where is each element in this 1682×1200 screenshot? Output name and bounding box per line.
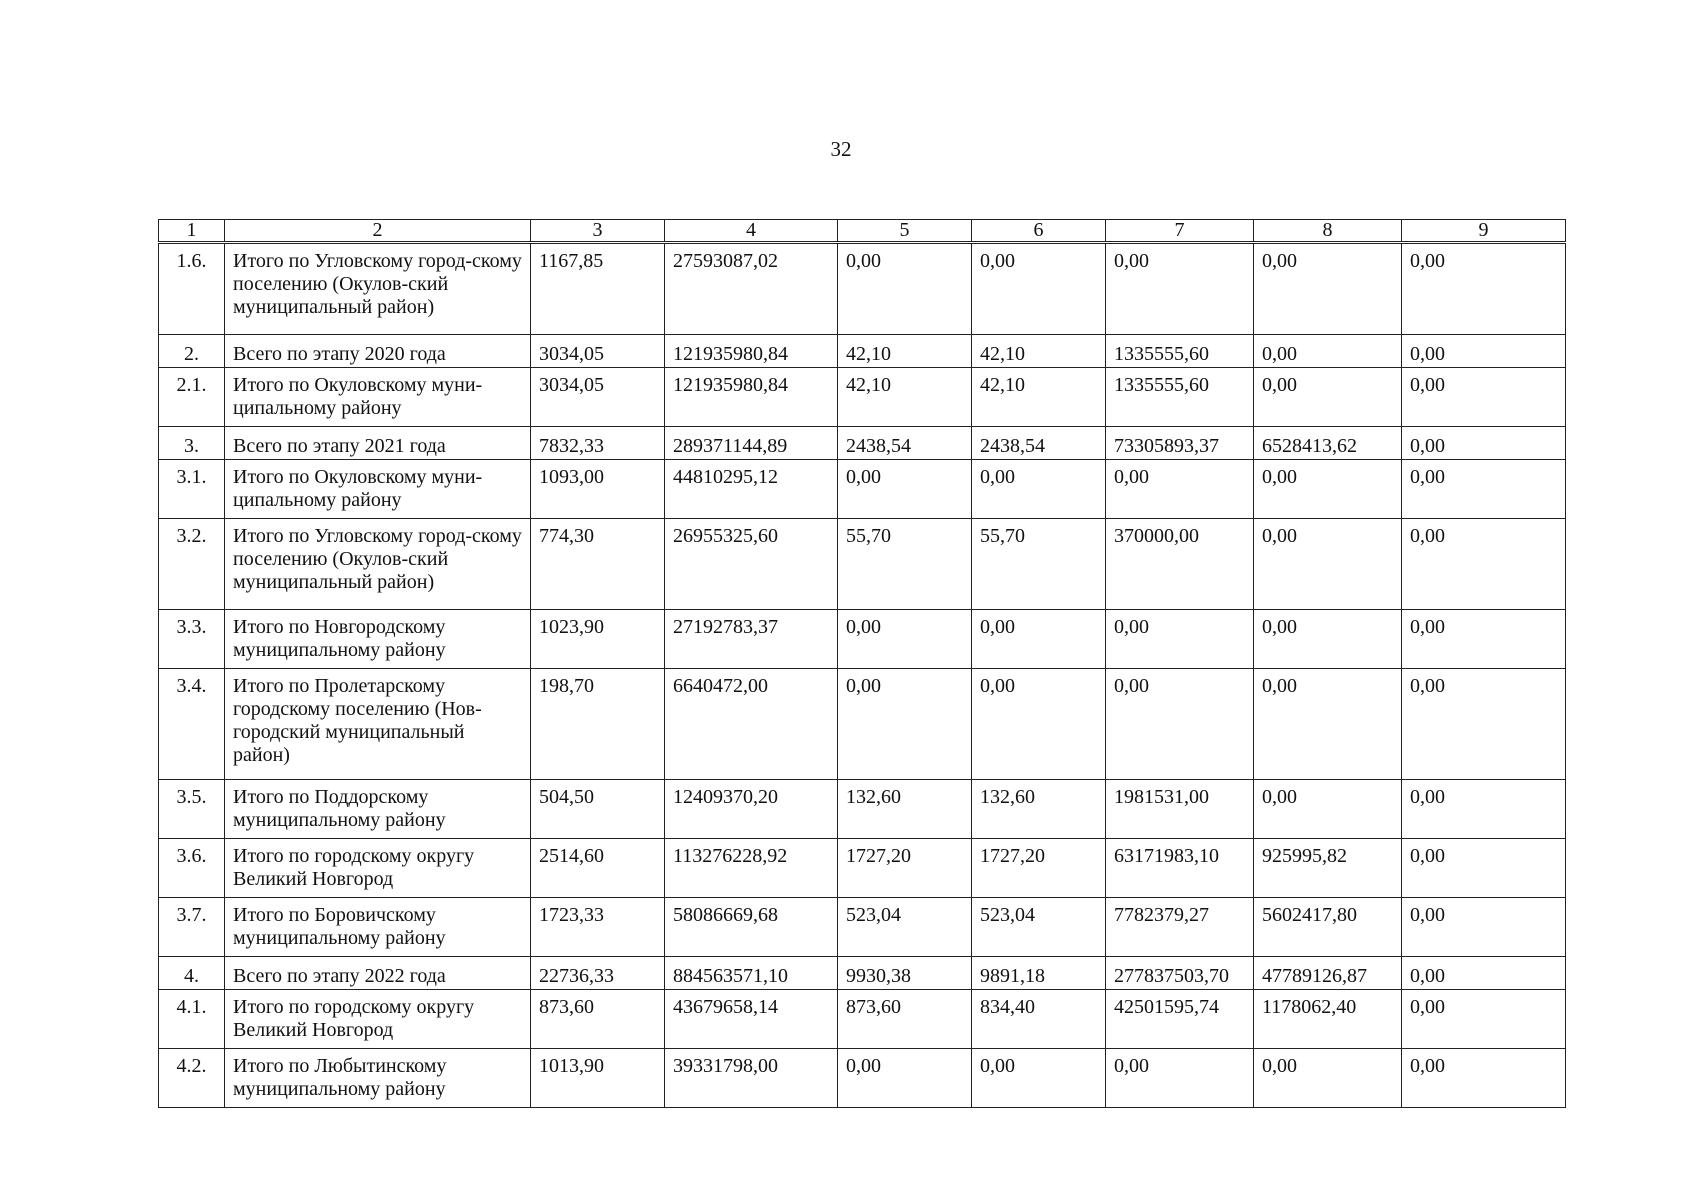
table-row: [159, 427, 1566, 460]
row-number-cell: 3.6.: [159, 839, 225, 898]
table-row: [159, 335, 1566, 368]
column-header: 6: [972, 220, 1106, 243]
value-cell-col-4: 884563571,10: [665, 957, 838, 990]
value-cell-col-4: 58086669,68: [665, 898, 838, 957]
value-cell-col-7: 0,00: [1106, 610, 1254, 669]
value-cell-col-8: 0,00: [1254, 368, 1402, 427]
value-cell-col-3: 504,50: [531, 780, 665, 839]
column-header: 3: [531, 220, 665, 243]
value-cell-col-8: 5602417,80: [1254, 898, 1402, 957]
value-cell-col-9: 0,00: [1402, 610, 1566, 669]
row-number-cell: 3.3.: [159, 610, 225, 669]
column-header: 8: [1254, 220, 1402, 243]
row-name-cell: Итого по Окуловскому муни-ципальному району: [225, 368, 531, 427]
value-cell-col-3: 3034,05: [531, 368, 665, 427]
table-row: [159, 898, 1566, 957]
value-cell-col-6: 9891,18: [972, 957, 1106, 990]
value-cell-col-4: 6640472,00: [665, 669, 838, 780]
row-number-cell: 3.5.: [159, 780, 225, 839]
table-row: [159, 519, 1566, 610]
value-cell-col-3: 3034,05: [531, 335, 665, 368]
value-cell-col-5: 55,70: [838, 519, 972, 610]
value-cell-col-6: 132,60: [972, 780, 1106, 839]
table-body: [159, 243, 1566, 1108]
table-row: [159, 957, 1566, 990]
value-cell-col-9: 0,00: [1402, 1049, 1566, 1108]
column-header: 2: [225, 220, 531, 243]
value-cell-col-7: 73305893,37: [1106, 427, 1254, 460]
row-number-cell: 4.2.: [159, 1049, 225, 1108]
value-cell-col-9: 0,00: [1402, 427, 1566, 460]
value-cell-col-5: 2438,54: [838, 427, 972, 460]
value-cell-col-3: 1013,90: [531, 1049, 665, 1108]
table-row: [159, 780, 1566, 839]
value-cell-col-8: 0,00: [1254, 460, 1402, 519]
row-number-cell: 3.7.: [159, 898, 225, 957]
value-cell-col-6: 523,04: [972, 898, 1106, 957]
page-number: 32: [830, 137, 852, 161]
row-number-cell: 3.2.: [159, 519, 225, 610]
value-cell-col-6: 0,00: [972, 610, 1106, 669]
value-cell-col-4: 27192783,37: [665, 610, 838, 669]
table-row: [159, 368, 1566, 427]
value-cell-col-8: 0,00: [1254, 519, 1402, 610]
value-cell-col-9: 0,00: [1402, 898, 1566, 957]
value-cell-col-4: 121935980,84: [665, 368, 838, 427]
value-cell-col-6: 0,00: [972, 1049, 1106, 1108]
value-cell-col-3: 2514,60: [531, 839, 665, 898]
row-name-cell: Итого по Боровичскому муниципальному району: [225, 898, 531, 957]
value-cell-col-9: 0,00: [1402, 780, 1566, 839]
row-number-cell: 4.: [159, 957, 225, 990]
row-name-cell: Итого по Угловскому город-скому поселению (Окулов-ский муниципальный район): [225, 519, 531, 610]
value-cell-col-8: 6528413,62: [1254, 427, 1402, 460]
value-cell-col-3: 1023,90: [531, 610, 665, 669]
value-cell-col-4: 43679658,14: [665, 990, 838, 1049]
value-cell-col-3: 1093,00: [531, 460, 665, 519]
column-header: 4: [665, 220, 838, 243]
column-header: 7: [1106, 220, 1254, 243]
value-cell-col-9: 0,00: [1402, 839, 1566, 898]
value-cell-col-7: 1335555,60: [1106, 368, 1254, 427]
row-number-cell: 3.: [159, 427, 225, 460]
value-cell-col-4: 27593087,02: [665, 243, 838, 335]
row-name-cell: Итого по Любытинскому муниципальному району: [225, 1049, 531, 1108]
table-row: [159, 990, 1566, 1049]
row-name-cell: Итого по Поддорскому муниципальному району: [225, 780, 531, 839]
value-cell-col-5: 42,10: [838, 368, 972, 427]
value-cell-col-6: 0,00: [972, 243, 1106, 335]
column-header: 1: [159, 220, 225, 243]
value-cell-col-7: 1335555,60: [1106, 335, 1254, 368]
value-cell-col-3: 873,60: [531, 990, 665, 1049]
row-name-cell: Итого по Новгородскому муниципальному району: [225, 610, 531, 669]
value-cell-col-9: 0,00: [1402, 335, 1566, 368]
table-row: [159, 839, 1566, 898]
value-cell-col-5: 0,00: [838, 1049, 972, 1108]
row-name-cell: Всего по этапу 2021 года: [225, 427, 531, 460]
row-name-cell: Итого по Пролетарскому городскому поселению (Нов-городский муниципальный район): [225, 669, 531, 780]
value-cell-col-7: 0,00: [1106, 460, 1254, 519]
value-cell-col-5: 0,00: [838, 610, 972, 669]
value-cell-col-4: 26955325,60: [665, 519, 838, 610]
value-cell-col-5: 523,04: [838, 898, 972, 957]
value-cell-col-9: 0,00: [1402, 669, 1566, 780]
data-table: [158, 219, 1566, 1108]
value-cell-col-9: 0,00: [1402, 243, 1566, 335]
value-cell-col-9: 0,00: [1402, 519, 1566, 610]
value-cell-col-5: 0,00: [838, 243, 972, 335]
value-cell-col-7: 277837503,70: [1106, 957, 1254, 990]
value-cell-col-3: 198,70: [531, 669, 665, 780]
row-name-cell: Итого по Угловскому город-скому поселению (Окулов-ский муниципальный район): [225, 243, 531, 335]
table-row: [159, 243, 1566, 335]
value-cell-col-6: 55,70: [972, 519, 1106, 610]
row-name-cell: Всего по этапу 2022 года: [225, 957, 531, 990]
value-cell-col-5: 132,60: [838, 780, 972, 839]
value-cell-col-8: 0,00: [1254, 669, 1402, 780]
row-number-cell: 2.1.: [159, 368, 225, 427]
column-header: 5: [838, 220, 972, 243]
value-cell-col-6: 834,40: [972, 990, 1106, 1049]
table-row: [159, 1049, 1566, 1108]
table-header-row: [159, 220, 1566, 243]
value-cell-col-4: 121935980,84: [665, 335, 838, 368]
value-cell-col-6: 42,10: [972, 368, 1106, 427]
value-cell-col-9: 0,00: [1402, 368, 1566, 427]
value-cell-col-8: 0,00: [1254, 243, 1402, 335]
value-cell-col-8: 925995,82: [1254, 839, 1402, 898]
value-cell-col-8: 1178062,40: [1254, 990, 1402, 1049]
value-cell-col-8: 47789126,87: [1254, 957, 1402, 990]
row-number-cell: 3.1.: [159, 460, 225, 519]
value-cell-col-3: 22736,33: [531, 957, 665, 990]
value-cell-col-4: 113276228,92: [665, 839, 838, 898]
value-cell-col-7: 7782379,27: [1106, 898, 1254, 957]
value-cell-col-6: 2438,54: [972, 427, 1106, 460]
value-cell-col-7: 370000,00: [1106, 519, 1254, 610]
value-cell-col-5: 9930,38: [838, 957, 972, 990]
value-cell-col-4: 39331798,00: [665, 1049, 838, 1108]
value-cell-col-3: 7832,33: [531, 427, 665, 460]
row-number-cell: 2.: [159, 335, 225, 368]
value-cell-col-8: 0,00: [1254, 780, 1402, 839]
value-cell-col-6: 0,00: [972, 460, 1106, 519]
value-cell-col-6: 0,00: [972, 669, 1106, 780]
table-row: [159, 610, 1566, 669]
value-cell-col-5: 42,10: [838, 335, 972, 368]
value-cell-col-7: 1981531,00: [1106, 780, 1254, 839]
value-cell-col-9: 0,00: [1402, 460, 1566, 519]
value-cell-col-4: 44810295,12: [665, 460, 838, 519]
value-cell-col-5: 1727,20: [838, 839, 972, 898]
row-number-cell: 4.1.: [159, 990, 225, 1049]
value-cell-col-4: 289371144,89: [665, 427, 838, 460]
row-name-cell: Итого по Окуловскому муни-ципальному району: [225, 460, 531, 519]
value-cell-col-6: 42,10: [972, 335, 1106, 368]
value-cell-col-7: 0,00: [1106, 243, 1254, 335]
value-cell-col-8: 0,00: [1254, 1049, 1402, 1108]
table-row: [159, 669, 1566, 780]
value-cell-col-3: 1723,33: [531, 898, 665, 957]
row-name-cell: Итого по городскому округу Великий Новгород: [225, 839, 531, 898]
row-number-cell: 1.6.: [159, 243, 225, 335]
row-name-cell: Итого по городскому округу Великий Новгород: [225, 990, 531, 1049]
value-cell-col-7: 0,00: [1106, 1049, 1254, 1108]
value-cell-col-7: 63171983,10: [1106, 839, 1254, 898]
value-cell-col-9: 0,00: [1402, 957, 1566, 990]
value-cell-col-3: 1167,85: [531, 243, 665, 335]
value-cell-col-7: 42501595,74: [1106, 990, 1254, 1049]
value-cell-col-4: 12409370,20: [665, 780, 838, 839]
value-cell-col-6: 1727,20: [972, 839, 1106, 898]
value-cell-col-5: 873,60: [838, 990, 972, 1049]
value-cell-col-7: 0,00: [1106, 669, 1254, 780]
value-cell-col-8: 0,00: [1254, 335, 1402, 368]
row-name-cell: Всего по этапу 2020 года: [225, 335, 531, 368]
value-cell-col-5: 0,00: [838, 460, 972, 519]
value-cell-col-8: 0,00: [1254, 610, 1402, 669]
value-cell-col-3: 774,30: [531, 519, 665, 610]
table-row: [159, 460, 1566, 519]
row-number-cell: 3.4.: [159, 669, 225, 780]
column-header: 9: [1402, 220, 1566, 243]
value-cell-col-5: 0,00: [838, 669, 972, 780]
value-cell-col-9: 0,00: [1402, 990, 1566, 1049]
